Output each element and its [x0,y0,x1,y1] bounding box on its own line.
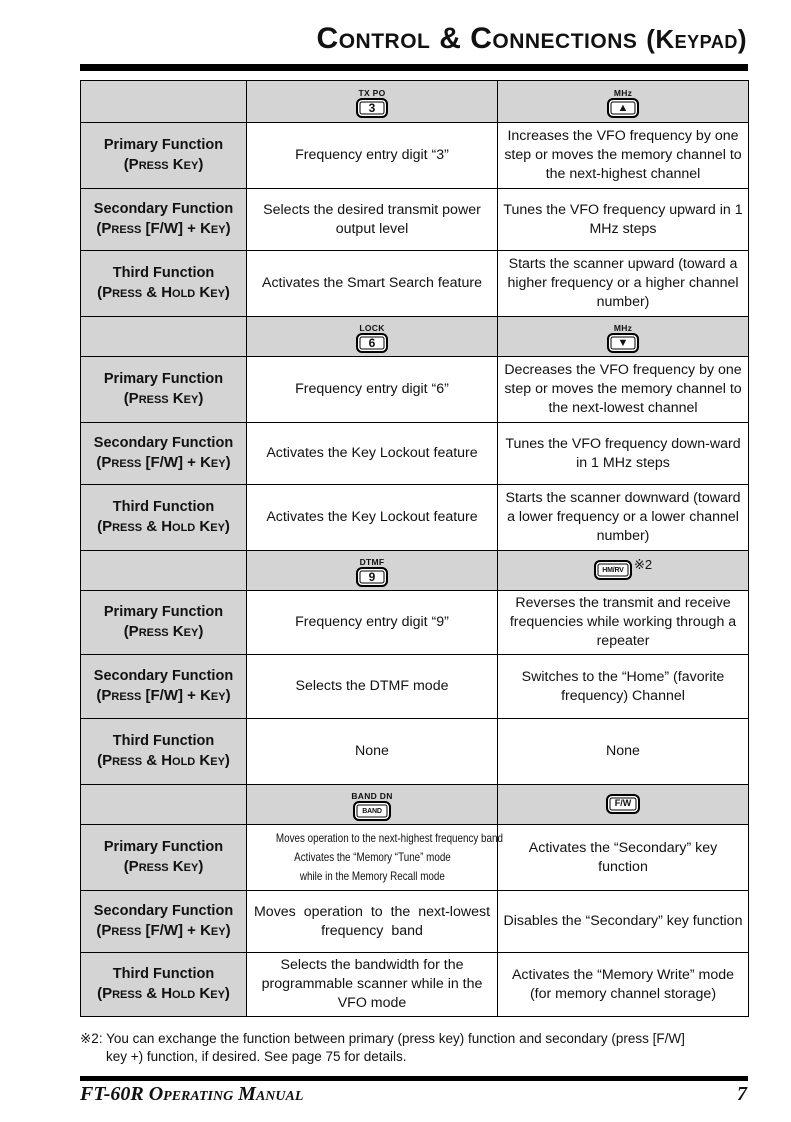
hm-rv-key-icon: HM/RV [594,560,632,580]
band-key-icon: BAND [353,801,391,821]
down-arrow-key-icon: ▼ [607,333,639,353]
key-caption: TX PO [358,88,386,98]
cell: Frequency entry digit “3” [247,123,498,189]
third-function-row [81,719,749,785]
cell: Switches to the “Home” (favorite frequency) Channel [498,655,749,719]
cell-line: Activates the “Memory “Tune” mode [293,850,451,864]
key-9-icon: 9 [356,567,388,587]
secondary-function-label: Secondary Function (Press [F/W] + Key) [81,189,247,251]
cell: Selects the bandwidth for the programmable scanner while in the VFO mode [247,953,498,1017]
key-row [81,551,749,591]
fw-key-icon: F/W [606,794,640,814]
secondary-function-label: Secondary Function (Press [F/W] + Key) [81,423,247,485]
cell [247,825,503,891]
primary-function-row [81,123,749,189]
cell: Reverses the transmit and receive frequencies while working through a repeater [498,591,749,655]
cell: Increases the VFO frequency by one step or moves the memory channel to the next-highest channel [498,123,749,189]
cell: Activates the Key Lockout feature [247,485,498,551]
key-caption: LOCK [359,323,385,333]
secondary-function-row [81,891,749,953]
footnote [80,1030,750,1066]
key-cell [247,317,498,357]
key-caption: MHz [613,323,633,333]
key-cell [247,551,498,591]
cell: Moves operation to the next-lowest frequency band [247,891,498,953]
cell: Frequency entry digit “6” [247,357,498,423]
key-caption: DTMF [359,557,385,567]
secondary-function-row [81,189,749,251]
cell: Selects the desired transmit power output level [247,189,498,251]
third-function-label: Third Function (Press & Hold Key) [81,485,247,551]
key-row [81,785,749,825]
cell: Starts the scanner downward (toward a lower frequency or a lower channel number) [498,485,749,551]
primary-function-row [81,591,749,655]
key-cell [247,81,498,123]
cell: Tunes the VFO frequency down-ward in 1 MHz steps [498,423,749,485]
key-cell [498,785,749,825]
bottom-rule [80,1076,748,1081]
cell: None [247,719,498,785]
footnote-line-1: ※2: You can exchange the function between primary (press key) function and secondary (press [F/W] [80,1031,685,1046]
key-cell [498,551,749,591]
primary-function-label: Primary Function (Press Key) [81,123,247,189]
key-row [81,317,749,357]
primary-function-row [81,825,749,891]
footnote-line-2: key +) function, if desired. See page 75 for details. [106,1049,407,1064]
key-cell [498,81,749,123]
cell: Decreases the VFO frequency by one step or moves the memory channel to the next-lowest channel [498,357,749,423]
cell: Starts the scanner upward (toward a higher frequency or a higher channel number) [498,251,749,317]
key-caption: MHz [613,88,633,98]
cell: Selects the DTMF mode [247,655,498,719]
key-6-icon: 6 [356,333,388,353]
secondary-function-row [81,423,749,485]
primary-function-label: Primary Function (Press Key) [81,357,247,423]
third-function-label: Third Function (Press & Hold Key) [81,953,247,1017]
page-number: 7 [737,1083,747,1105]
key-row-blank [81,785,247,825]
footnote-mark: ※2 [633,556,653,572]
secondary-function-label: Secondary Function (Press [F/W] + Key) [81,891,247,953]
cell: Tunes the VFO frequency upward in 1 MHz steps [498,189,749,251]
key-row [81,81,749,123]
page-title [317,22,747,56]
cell: Activates the Smart Search feature [247,251,498,317]
primary-function-label: Primary Function (Press Key) [81,825,247,891]
cell: Frequency entry digit “9” [247,591,498,655]
top-rule [80,64,748,71]
cell: Activates the Key Lockout feature [247,423,498,485]
secondary-function-row [81,655,749,719]
cell-line: while in the Memory Recall mode [299,869,445,883]
page-title-main: Control & Connections [316,22,638,55]
key-3-icon: 3 [356,98,388,118]
key-row-blank [81,317,247,357]
cell: Disables the “Secondary” key function [498,891,749,953]
manual-title: FT-60R Operating Manual [80,1083,304,1105]
secondary-function-label: Secondary Function (Press [F/W] + Key) [81,655,247,719]
key-caption: BAND DN [351,791,393,801]
third-function-label: Third Function (Press & Hold Key) [81,251,247,317]
key-row-blank [81,551,247,591]
primary-function-label: Primary Function (Press Key) [81,591,247,655]
third-function-row [81,485,749,551]
cell: Activates the “Secondary” key function [498,825,749,891]
third-function-label: Third Function (Press & Hold Key) [81,719,247,785]
cell: None [498,719,749,785]
key-cell [498,317,749,357]
up-arrow-key-icon: ▲ [607,98,639,118]
keypad-function-table [80,80,749,1017]
primary-function-row [81,357,749,423]
cell-line: Moves operation to the next-highest frequency band [275,831,503,845]
cell: Activates the “Memory Write” mode (for memory channel storage) [498,953,749,1017]
third-function-row [81,953,749,1017]
page-title-sub: (Keypad) [646,24,747,54]
key-cell [247,785,498,825]
key-row-blank [81,81,247,123]
third-function-row [81,251,749,317]
